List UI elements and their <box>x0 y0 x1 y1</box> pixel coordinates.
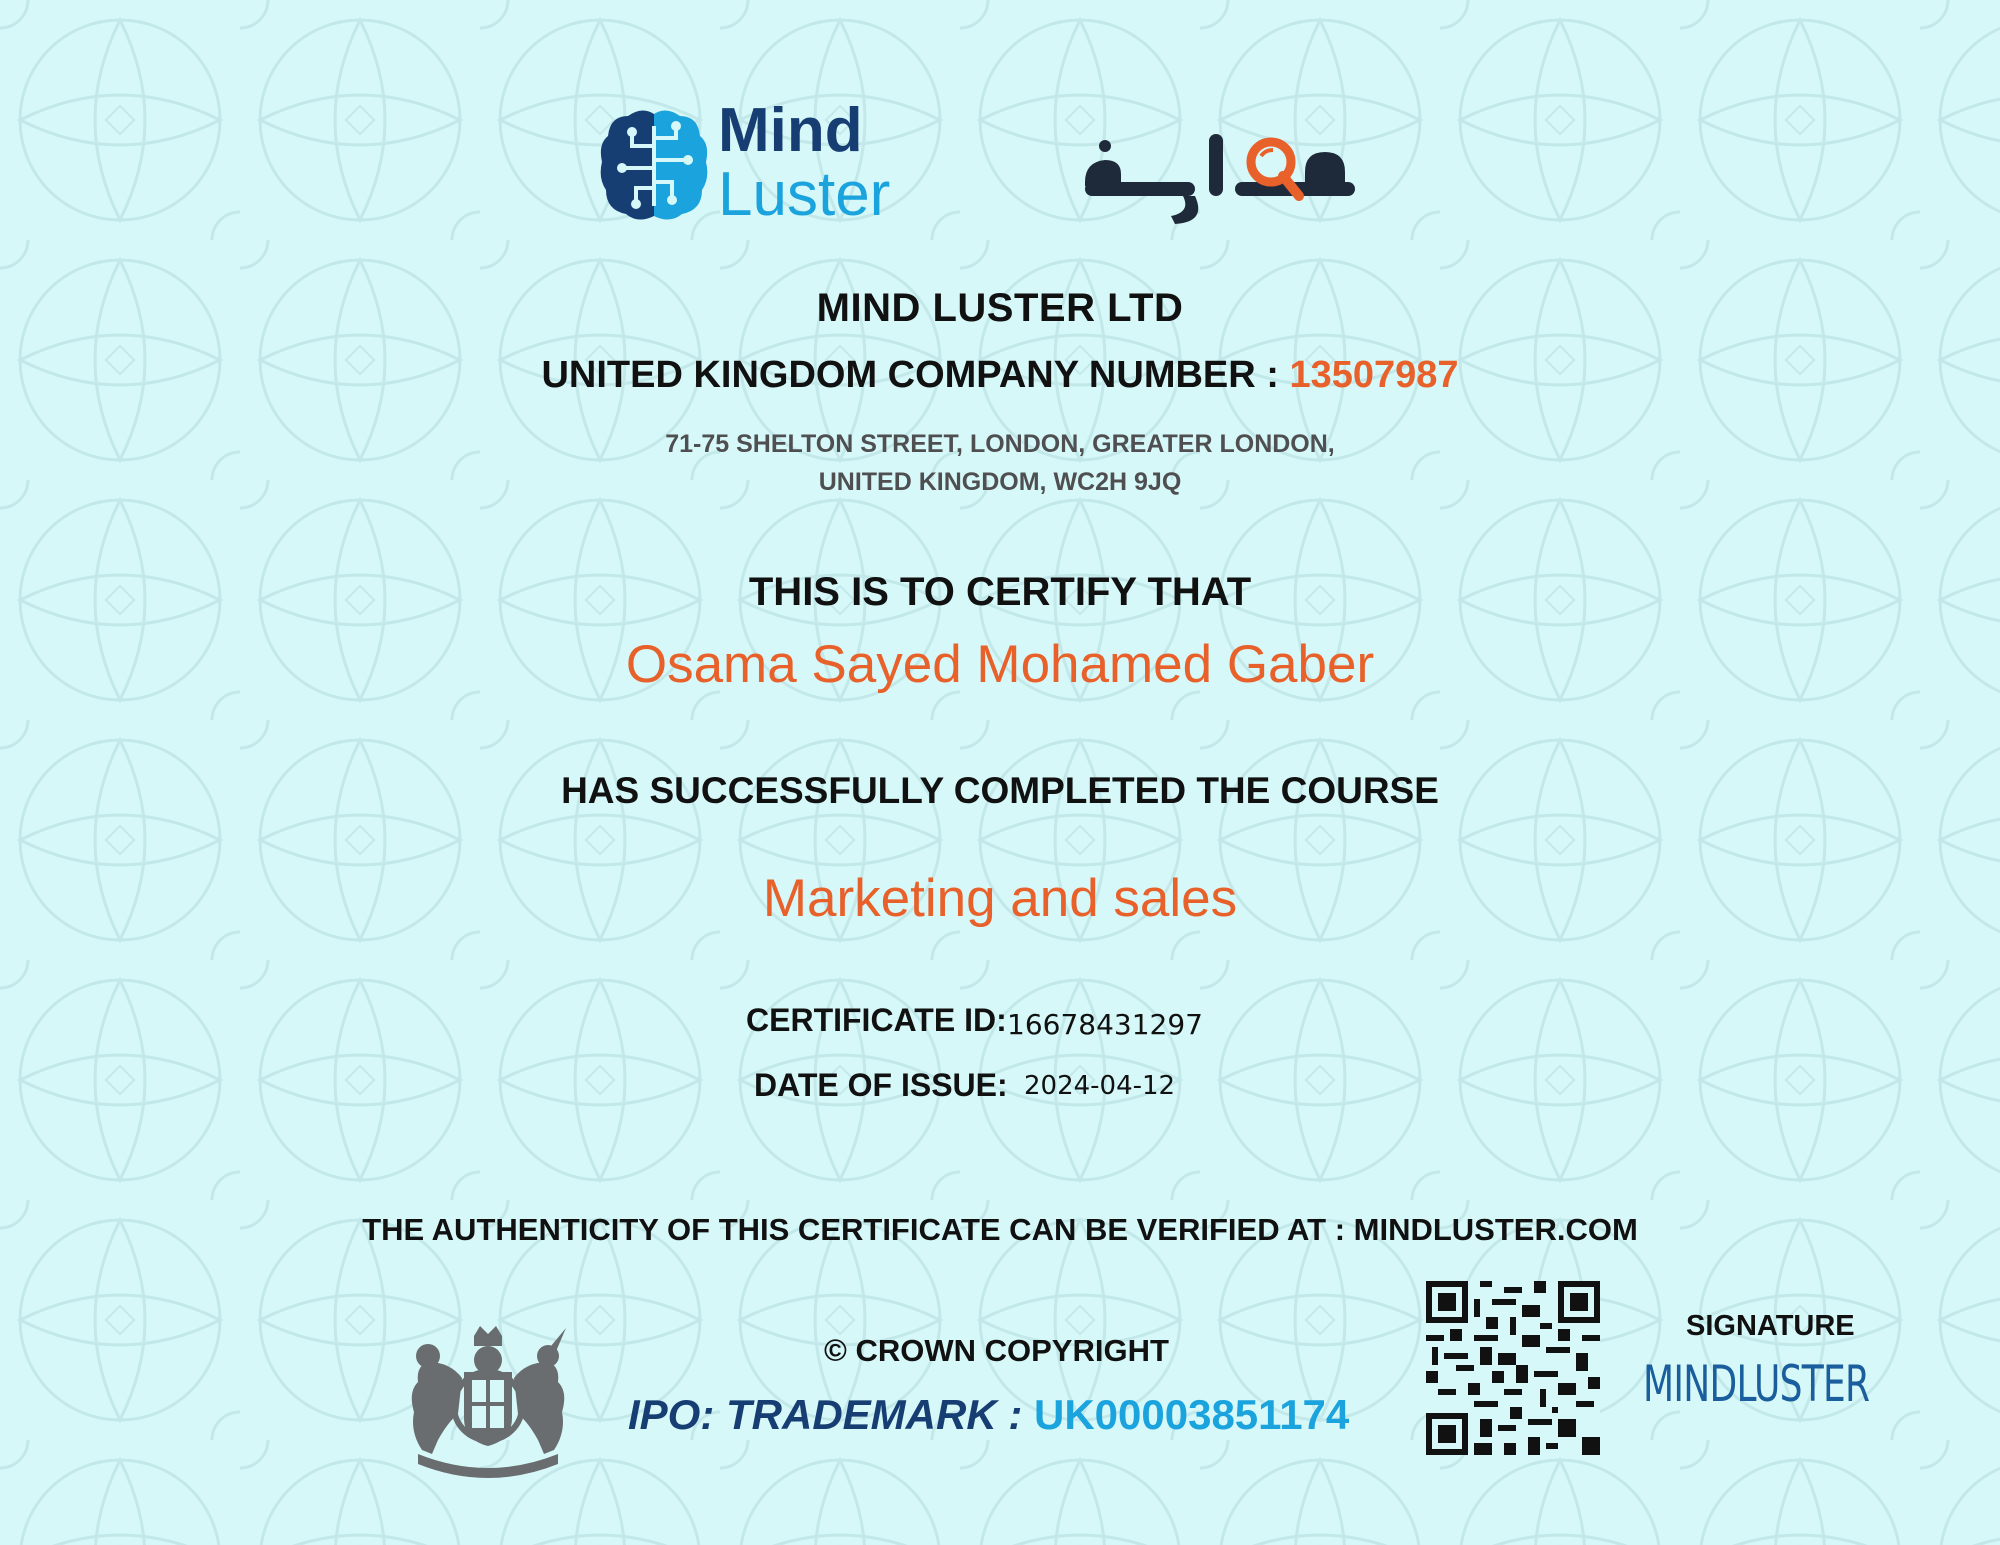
mindluster-logo-word-luster: Luster <box>718 160 891 229</box>
mindluster-logo <box>598 96 938 230</box>
trademark-number: UK00003851174 <box>1033 1391 1350 1438</box>
company-number-label: UNITED KINGDOM COMPANY NUMBER : <box>541 354 1290 396</box>
recipient-name: Osama Sayed Mohamed Gaber <box>625 635 1375 694</box>
mindluster-logo-word-mind: Mind <box>718 96 863 165</box>
maarif-logo <box>1075 112 1375 232</box>
completed-heading: HAS SUCCESSFULLY COMPLETED THE COURSE <box>561 770 1439 811</box>
trademark-line <box>628 1391 1349 1439</box>
company-name: MIND LUSTER LTD <box>816 286 1184 330</box>
date-of-issue-value: 2024-04-12 <box>1024 1071 1176 1101</box>
address-line-1: 71-75 SHELTON STREET, LONDON, GREATER LONDON, <box>665 430 1335 458</box>
date-of-issue-label: DATE OF ISSUE: <box>754 1067 1008 1103</box>
company-number: 13507987 <box>1289 354 1459 396</box>
signature-label: SIGNATURE <box>1686 1310 1855 1342</box>
address-line-2: UNITED KINGDOM, WC2H 9JQ <box>818 468 1182 496</box>
certificate-id-value: 16678431297 <box>1007 1008 1203 1041</box>
trademark-label: IPO: TRADEMARK : <box>628 1391 1034 1438</box>
qr-code[interactable] <box>1424 1281 1602 1455</box>
verification-text: THE AUTHENTICITY OF THIS CERTIFICATE CAN BE VERIFIED AT : MINDLUSTER.COM <box>362 1212 1638 1247</box>
certify-heading: THIS IS TO CERTIFY THAT <box>748 570 1252 614</box>
certificate-id-label: CERTIFICATE ID: <box>746 1002 1007 1038</box>
company-number-line <box>0 354 2000 397</box>
course-name: Marketing and sales <box>762 869 1238 928</box>
royal-crest-icon <box>388 1322 588 1482</box>
crown-copyright: © CROWN COPYRIGHT <box>824 1333 1169 1368</box>
brain-circuit-icon <box>598 106 710 226</box>
signature-text: MINDLUSTER <box>1643 1355 1870 1413</box>
